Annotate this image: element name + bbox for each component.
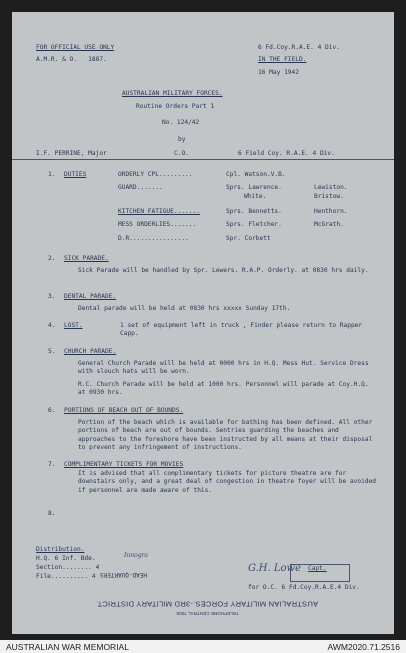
item-heading: PORTIONS OF BEACH OUT OF BOUNDS.: [64, 407, 184, 414]
duty-person-alt: Lewiston.: [314, 184, 348, 191]
document-page: [12, 12, 394, 634]
title-rule: [12, 159, 394, 160]
item-number: 6.: [48, 407, 56, 414]
item-body-continued: R.C. Church Parade will be held at 1000 hrs. Personnel will parade at Coy.H.Q. at 0930 hrs.: [78, 381, 369, 397]
inverted-telephone: TELEPHONE CENTRAL 7000.: [175, 611, 239, 617]
item-number: 2.: [48, 255, 56, 262]
duty-person-alt: McGrath.: [314, 221, 344, 228]
duty-person: Cpl. Watson.V.B.: [226, 171, 286, 178]
place: IN THE FIELD.: [258, 56, 307, 63]
item-number: 8.: [48, 510, 56, 517]
distribution-heading: Distribution.: [36, 546, 85, 553]
commander-role: C.O.: [174, 150, 189, 157]
hq-stamp: HEAD-QUARTERS: [100, 571, 147, 579]
order-number: No. 124/42: [162, 119, 200, 126]
duty-person: Spr. Corbett: [226, 235, 271, 242]
classification: FOR OFFICIAL USE ONLY: [36, 44, 115, 51]
stamp-rank: Capt.: [308, 565, 327, 572]
duty-person: Sprs. Bennetts.: [226, 208, 282, 215]
item-heading: SICK PARADE.: [64, 255, 109, 262]
item-body: Dental parade will be held at 0830 hrs xxxxx Sunday 17th.: [78, 305, 291, 312]
doc-title: Routine Orders Part 1: [136, 103, 215, 110]
distribution-line: Section........ 4: [36, 564, 100, 571]
item-body: Sick Parade will be handled by Spr. Lewers. R.A.P. Orderly. at 0830 hrs daily.: [78, 267, 369, 274]
unit-header: 6 Fd.Coy.R.A.E. 4 Div.: [258, 44, 340, 51]
date: 16 May 1942: [258, 69, 299, 76]
inverted-letterhead: AUSTRALIAN MILITARY FORCES.-3RD MILITARY DISTRICT.: [95, 599, 319, 609]
item-heading: LOST.: [64, 322, 83, 329]
commander-unit: 6 Field Coy. R.A.E. 4 Div.: [238, 150, 335, 157]
duty-person: White.: [244, 193, 267, 200]
by-text: by: [178, 136, 186, 143]
duty-label: D.R................: [118, 235, 189, 242]
item-number: 5.: [48, 348, 56, 355]
item-body: General Church Parade will be held at 0000 hrs in H.Q. Mess Hut. Service Dress with slouch hats will be worn.: [78, 360, 369, 376]
reference: A.M.R. & O. 1887.: [36, 56, 107, 63]
distribution-line: H.Q. 6 Inf. Bde.: [36, 555, 96, 562]
archive-footer: [0, 640, 406, 653]
item-body: Portion of the beach which is available for bathing has been defined. All other portions of beach are out of bounds. Sentries guarding the beaches and approaches to the foreshore have been instructed by all means at their disposal to prevent any infringement of instructions.: [78, 419, 373, 452]
duty-person: Sprs. Lawrence.: [226, 184, 282, 191]
item-heading: CHURCH PARADE.: [64, 348, 117, 355]
distribution-line: File.......... 4: [36, 573, 96, 580]
duty-person-alt: Bristow.: [314, 193, 344, 200]
handwritten-note: Innogra: [124, 552, 148, 559]
signature: G.H. Lowe: [248, 563, 302, 574]
item-number: 1.: [48, 171, 56, 178]
item-heading: COMPLIMENTARY TICKETS FOR MOVIES: [64, 461, 184, 468]
item-number: 3.: [48, 293, 56, 300]
archive-accession: AWM2020.71.2516: [327, 642, 400, 652]
duty-label: ORDERLY CPL.........: [118, 171, 193, 178]
duty-label: MESS ORDERLIES.......: [118, 221, 197, 228]
duty-label: GUARD.......: [118, 184, 163, 191]
duty-person: Sprs. Fletcher.: [226, 221, 282, 228]
item-number: 7.: [48, 461, 56, 468]
org-title: AUSTRALIAN MILITARY FORCES.: [122, 90, 223, 97]
archive-name: AUSTRALIAN WAR MEMORIAL: [6, 642, 129, 652]
item-number: 4.: [48, 322, 56, 329]
item-body: 1 set of equipment left in truck , Finder please return to Rapper Capp.: [120, 322, 363, 338]
item-body: It is advised that all complimentary tickets for picture theatre are for downstairs only, and a great deal of congestion in theatre foyer will be avoided if personnel are made aware of this.: [78, 470, 377, 494]
commander-name: I.F. PERRINE, Major: [36, 150, 107, 157]
duty-person-alt: Henthorn.: [314, 208, 348, 215]
signature-for-line: for O.C. 6 Fd.Coy.R.A.E.4 Div.: [248, 584, 360, 591]
item-heading: DENTAL PARADE.: [64, 293, 117, 300]
duty-label: KITCHEN FATIGUE.......: [118, 208, 200, 215]
duties-heading: DUTIES: [64, 171, 87, 178]
